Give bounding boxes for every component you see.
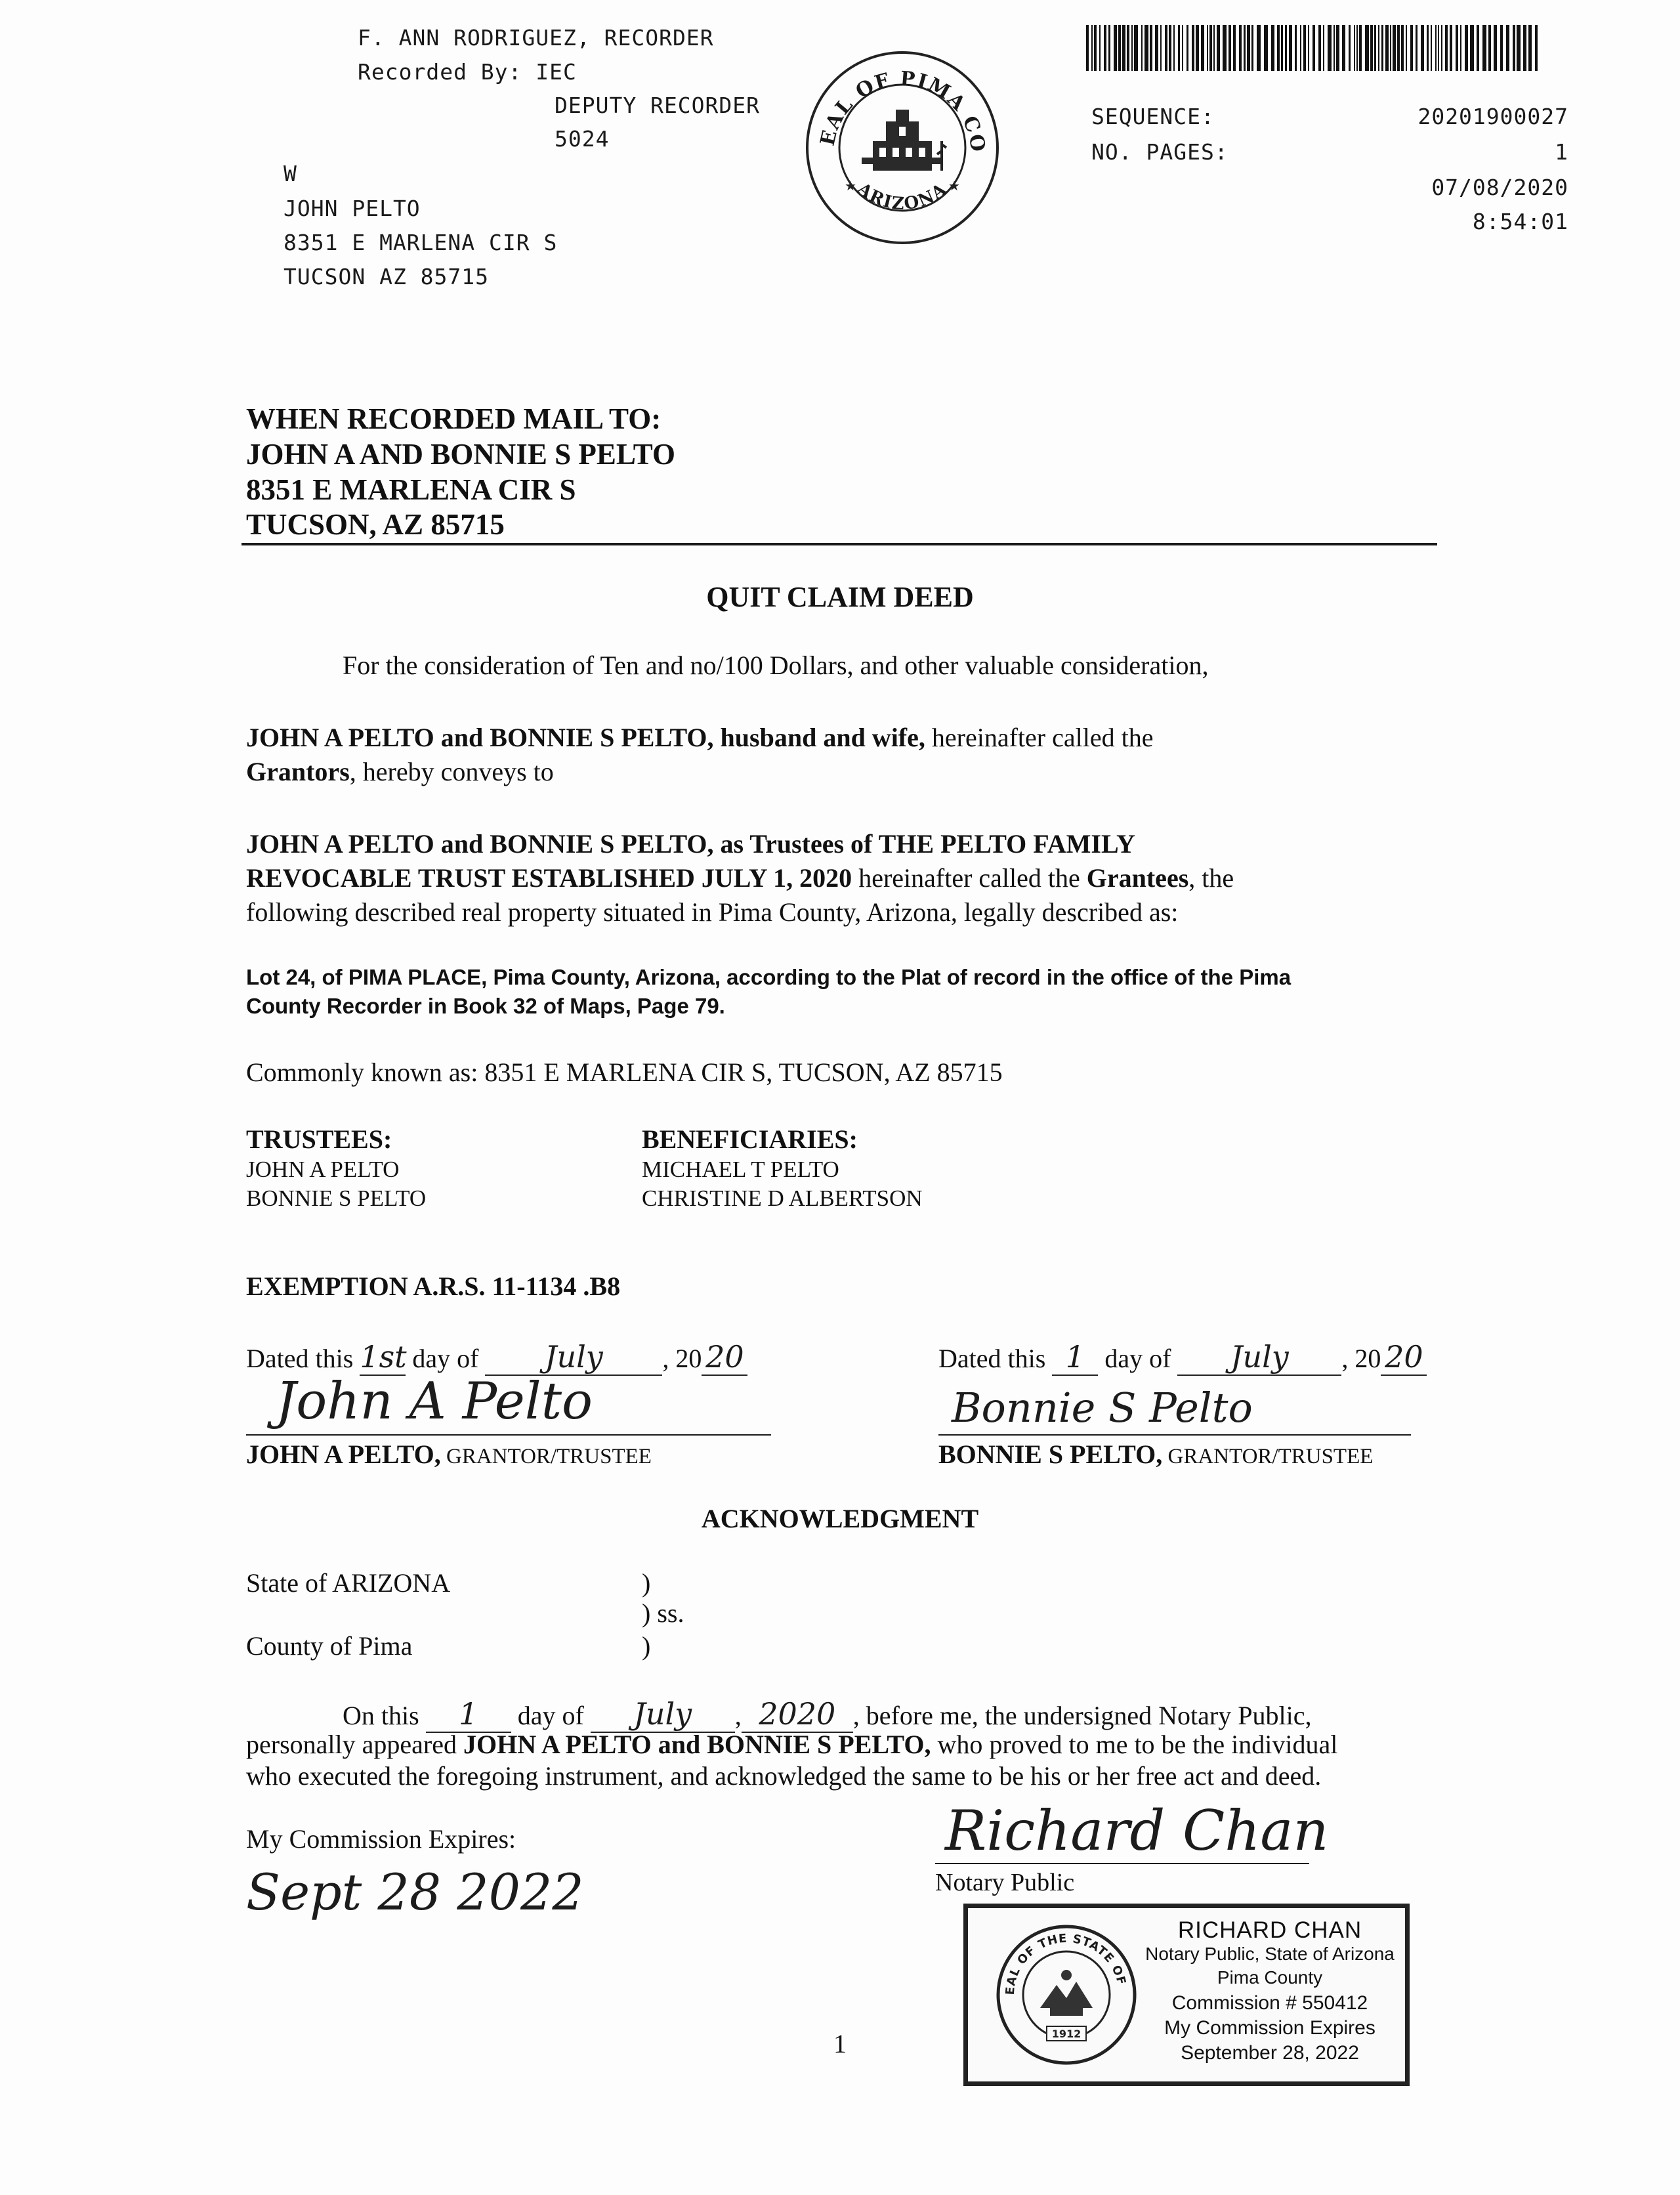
barcode-bar	[1336, 25, 1339, 71]
barcode-bar	[1410, 25, 1413, 71]
right-signature: Bonnie S Pelto	[952, 1384, 1253, 1432]
barcode-bar	[1251, 25, 1253, 71]
ack-line-2-post: who proved to me to be the individual	[931, 1730, 1338, 1759]
pima-county-seal	[804, 49, 1001, 246]
barcode-bar	[1295, 25, 1297, 71]
svg-text:★: ★	[845, 179, 856, 194]
left-signer-label	[246, 1439, 652, 1470]
barcode-bar	[1196, 25, 1199, 71]
deputy-code: 5024	[555, 126, 610, 152]
barcode-bar	[1207, 25, 1208, 71]
barcode-bar	[1323, 25, 1324, 71]
barcode-bar	[1359, 25, 1362, 71]
barcode-bar	[1186, 25, 1188, 71]
barcode-bar	[1390, 25, 1391, 71]
barcode-bar	[1303, 25, 1306, 71]
left-signature: John A Pelto	[276, 1372, 593, 1431]
ack-on-this: On this	[343, 1701, 419, 1730]
barcode-bar	[1431, 25, 1432, 71]
barcode-bar	[1381, 25, 1383, 71]
left-dated-prefix: Dated this	[246, 1344, 354, 1373]
barcode-bar	[1244, 25, 1246, 71]
barcode-bar	[1477, 25, 1479, 71]
ack-paren-3: )	[642, 1631, 651, 1661]
barcode-bar	[1374, 25, 1376, 71]
state-seal-text: EAL OF THE STATE OF	[1003, 1931, 1129, 1995]
barcode-bar	[1099, 25, 1101, 71]
barcode-bar	[1312, 25, 1315, 71]
barcode-bar	[1356, 25, 1358, 71]
grantees-line-1: JOHN A PELTO and BONNIE S PELTO, as Trustees of THE PELTO FAMILY	[246, 829, 1135, 859]
notary-signature: Richard Chan	[945, 1799, 1329, 1863]
barcode-bar	[1460, 25, 1461, 71]
right-day: 1	[1052, 1339, 1098, 1376]
barcode-bar	[1192, 25, 1194, 71]
barcode-bar	[1421, 25, 1424, 71]
record-date: 07/08/2020	[1431, 175, 1568, 200]
barcode-bar	[1104, 25, 1106, 71]
recorder-name: F. ANN RODRIGUEZ, RECORDER	[358, 25, 714, 51]
barcode-bar	[1445, 25, 1448, 71]
barcode-bar	[1334, 25, 1335, 71]
mail-to-heading: WHEN RECORDED MAIL TO:	[246, 402, 662, 435]
right-month: July	[1177, 1339, 1341, 1376]
barcode-bar	[1349, 25, 1351, 71]
barcode-bar	[1228, 25, 1231, 71]
barcode-bar	[1182, 25, 1183, 71]
barcode-bar	[1118, 25, 1121, 71]
barcode-bar	[1308, 25, 1309, 71]
w-mark: W	[284, 161, 297, 186]
grantees-line-2	[246, 863, 1234, 893]
barcode-bar	[1435, 25, 1437, 71]
barcode-bar	[1393, 25, 1396, 71]
barcode-bar	[1342, 25, 1345, 71]
barcode-bar	[1134, 25, 1138, 71]
grantors-tail: hereinafter called the	[925, 723, 1154, 752]
legal-description-line-1: Lot 24, of PIMA PLACE, Pima County, Arizona, according to the Plat of record in the office of the Pima	[246, 965, 1292, 989]
grantees-end: , the	[1188, 863, 1234, 893]
trustee-1: JOHN A PELTO	[246, 1157, 400, 1182]
right-signer-label	[938, 1439, 1373, 1470]
barcode-bar	[1223, 25, 1227, 71]
ack-line-1	[343, 1696, 1311, 1733]
barcode-bar	[1482, 25, 1486, 71]
acknowledgment-heading: ACKNOWLEDGMENT	[701, 1504, 979, 1533]
barcode-bar	[1500, 25, 1503, 71]
ack-line-3: who executed the foregoing instrument, and acknowledged the same to be his or her free act and deed.	[246, 1761, 1322, 1791]
grantors-line-1	[246, 722, 1153, 753]
addressee-line-2: 8351 E MARLENA CIR S	[284, 230, 558, 255]
barcode	[1086, 25, 1539, 71]
barcode-bar	[1318, 25, 1321, 71]
record-time: 8:54:01	[1472, 209, 1568, 234]
grantors-word: Grantors	[246, 757, 350, 786]
barcode-bar	[1470, 25, 1474, 71]
barcode-bar	[1517, 25, 1521, 71]
stamp-county: Pima County	[1217, 1967, 1323, 1988]
stamp-name: RICHARD CHAN	[1177, 1917, 1362, 1943]
pages-value: 1	[1555, 139, 1568, 165]
stamp-title: Notary Public, State of Arizona	[1145, 1944, 1395, 1964]
beneficiary-1: MICHAEL T PELTO	[642, 1157, 839, 1182]
barcode-bar	[1406, 25, 1407, 71]
barcode-bar	[1108, 25, 1110, 71]
left-day: 1st	[360, 1339, 407, 1375]
left-month: July	[485, 1339, 662, 1376]
sequence-value: 20201900027	[1418, 104, 1568, 129]
mail-to-line-3: TUCSON, AZ 85715	[246, 508, 505, 541]
barcode-bar	[1122, 25, 1125, 71]
grantors-names: JOHN A PELTO and BONNIE S PELTO, husband and wife,	[246, 723, 925, 752]
ack-ss: ) ss.	[642, 1598, 684, 1628]
grantors-line-2	[246, 756, 554, 787]
barcode-bar	[1506, 25, 1509, 71]
left-signature-line	[246, 1434, 771, 1436]
barcode-bar	[1300, 25, 1301, 71]
grantees-mid: hereinafter called the	[852, 863, 1087, 893]
ack-line-2	[246, 1729, 1337, 1760]
barcode-bar	[1201, 25, 1204, 71]
state-seal-year: 1912	[1051, 2028, 1082, 2040]
deputy-recorder: DEPUTY RECORDER	[555, 93, 761, 118]
barcode-bar	[1513, 25, 1515, 71]
consideration-text: For the consideration of Ten and no/100 Dollars, and other valuable consideration,	[343, 650, 1209, 680]
barcode-bar	[1385, 25, 1389, 71]
grantees-line-3: following described real property situated in Pima County, Arizona, legally described as:	[246, 897, 1179, 927]
trustees-heading: TRUSTEES:	[246, 1124, 392, 1154]
barcode-bar	[1213, 25, 1215, 71]
barcode-bar	[1091, 25, 1093, 71]
barcode-bar	[1523, 25, 1526, 71]
barcode-bar	[1416, 25, 1418, 71]
seal-text-top: EAL OF PIMA CO	[816, 67, 990, 155]
barcode-bar	[1465, 25, 1468, 71]
ack-state: State of ARIZONA	[246, 1568, 451, 1598]
barcode-bar	[1141, 25, 1143, 71]
pages-label: NO. PAGES:	[1091, 139, 1228, 165]
right-dated-prefix: Dated this	[938, 1344, 1046, 1373]
barcode-bar	[1233, 25, 1236, 71]
barcode-bar	[1427, 25, 1429, 71]
barcode-bar	[1289, 25, 1292, 71]
commission-label: My Commission Expires:	[246, 1824, 516, 1854]
barcode-bar	[1239, 25, 1242, 71]
left-day-of: day of	[412, 1344, 479, 1373]
mail-to-line-2: 8351 E MARLENA CIR S	[246, 473, 576, 506]
right-dated-line	[938, 1339, 1427, 1376]
barcode-bar	[1127, 25, 1129, 71]
barcode-bar	[1114, 25, 1117, 71]
barcode-bar	[1494, 25, 1497, 71]
barcode-bar	[1450, 25, 1452, 71]
grantors-end: , hereby conveys to	[349, 757, 554, 786]
addressee-line-1: JOHN PELTO	[284, 196, 421, 221]
barcode-bar	[1086, 25, 1089, 71]
right-signer-name: BONNIE S PELTO,	[938, 1439, 1163, 1469]
notary-signature-line	[935, 1863, 1309, 1864]
barcode-bar	[1155, 25, 1158, 71]
barcode-bar	[1281, 25, 1283, 71]
left-dated-line	[246, 1339, 747, 1376]
barcode-bar	[1438, 25, 1439, 71]
barcode-bar	[1165, 25, 1167, 71]
barcode-bar	[1173, 25, 1175, 71]
barcode-bar	[1217, 25, 1220, 71]
barcode-bar	[1094, 25, 1097, 71]
page-number: 1	[833, 2029, 847, 2058]
right-signer-role: GRANTOR/TRUSTEE	[1162, 1445, 1374, 1468]
ack-year: 2020	[742, 1696, 853, 1733]
notary-label: Notary Public	[935, 1869, 1075, 1896]
ack-paren-1: )	[642, 1568, 651, 1598]
stamp-expires-label: My Commission Expires	[1164, 2017, 1376, 2039]
beneficiary-2: CHRISTINE D ALBERTSON	[642, 1185, 923, 1211]
barcode-bar	[1160, 25, 1162, 71]
commonly-known-as: Commonly known as: 8351 E MARLENA CIR S, TUCSON, AZ 85715	[246, 1057, 1003, 1087]
mail-to-rule	[242, 543, 1437, 545]
ack-line-2-names: JOHN A PELTO and BONNIE S PELTO,	[463, 1730, 931, 1759]
barcode-bar	[1328, 25, 1332, 71]
barcode-bar	[1150, 25, 1152, 71]
ack-line-2-pre: personally appeared	[246, 1730, 463, 1759]
right-year-suffix: 20	[1381, 1339, 1427, 1376]
ack-county: County of Pima	[246, 1631, 413, 1661]
barcode-bar	[1264, 25, 1268, 71]
ack-before-me: , before me, the undersigned Notary Public,	[852, 1701, 1312, 1730]
grantees-word: Grantees	[1086, 863, 1189, 893]
ack-comma: ,	[734, 1701, 742, 1730]
commission-handwritten: Sept 28 2022	[246, 1863, 584, 1921]
ack-day-of: day of	[517, 1701, 584, 1730]
stamp-expires-date: September 28, 2022	[1181, 2042, 1359, 2064]
trustee-2: BONNIE S PELTO	[246, 1185, 427, 1211]
exemption-text: EXEMPTION A.R.S. 11-1134 .B8	[246, 1271, 621, 1301]
recorded-by: Recorded By: IEC	[358, 59, 577, 85]
left-year-prefix: , 20	[662, 1344, 702, 1373]
left-signer-role: GRANTOR/TRUSTEE	[440, 1445, 652, 1468]
right-day-of: day of	[1104, 1344, 1171, 1373]
barcode-bar	[1209, 25, 1212, 71]
stamp-commission: Commission # 550412	[1171, 1992, 1368, 2014]
barcode-bar	[1535, 25, 1538, 71]
barcode-bar	[1285, 25, 1287, 71]
legal-description-line-2: County Recorder in Book 32 of Maps, Page 79.	[246, 994, 725, 1018]
barcode-bar	[1365, 25, 1369, 71]
beneficiaries-heading: BENEFICIARIES:	[642, 1124, 858, 1154]
sequence-label: SEQUENCE:	[1091, 104, 1215, 129]
mail-to-line-1: JOHN A AND BONNIE S PELTO	[246, 438, 675, 471]
barcode-bar	[1528, 25, 1532, 71]
barcode-bar	[1178, 25, 1180, 71]
barcode-bar	[1456, 25, 1458, 71]
ack-day: 1	[426, 1696, 511, 1733]
deed-title: QUIT CLAIM DEED	[706, 581, 974, 613]
barcode-bar	[1370, 25, 1373, 71]
grantees-trust: REVOCABLE TRUST ESTABLISHED JULY 1, 2020	[246, 863, 852, 893]
barcode-bar	[1271, 25, 1274, 71]
barcode-bar	[1441, 25, 1442, 71]
addressee-line-3: TUCSON AZ 85715	[284, 264, 490, 289]
barcode-bar	[1277, 25, 1280, 71]
barcode-bar	[1131, 25, 1133, 71]
barcode-bar	[1401, 25, 1404, 71]
barcode-bar	[1144, 25, 1148, 71]
barcode-bar	[1257, 25, 1261, 71]
barcode-bar	[1247, 25, 1250, 71]
left-signer-name: JOHN A PELTO,	[246, 1439, 441, 1469]
right-signature-line	[938, 1434, 1411, 1436]
seal-text-bottom: ARIZONA	[853, 179, 952, 215]
svg-text:★: ★	[948, 179, 960, 194]
right-year-prefix: , 20	[1341, 1344, 1381, 1373]
ack-month: July	[591, 1696, 735, 1733]
barcode-bar	[1397, 25, 1400, 71]
barcode-bar	[1378, 25, 1379, 71]
svg-text:ARIZONA	[853, 179, 951, 214]
left-year-suffix: 20	[702, 1339, 747, 1376]
barcode-bar	[1488, 25, 1491, 71]
barcode-bar	[1169, 25, 1171, 71]
barcode-bar	[1354, 25, 1355, 71]
